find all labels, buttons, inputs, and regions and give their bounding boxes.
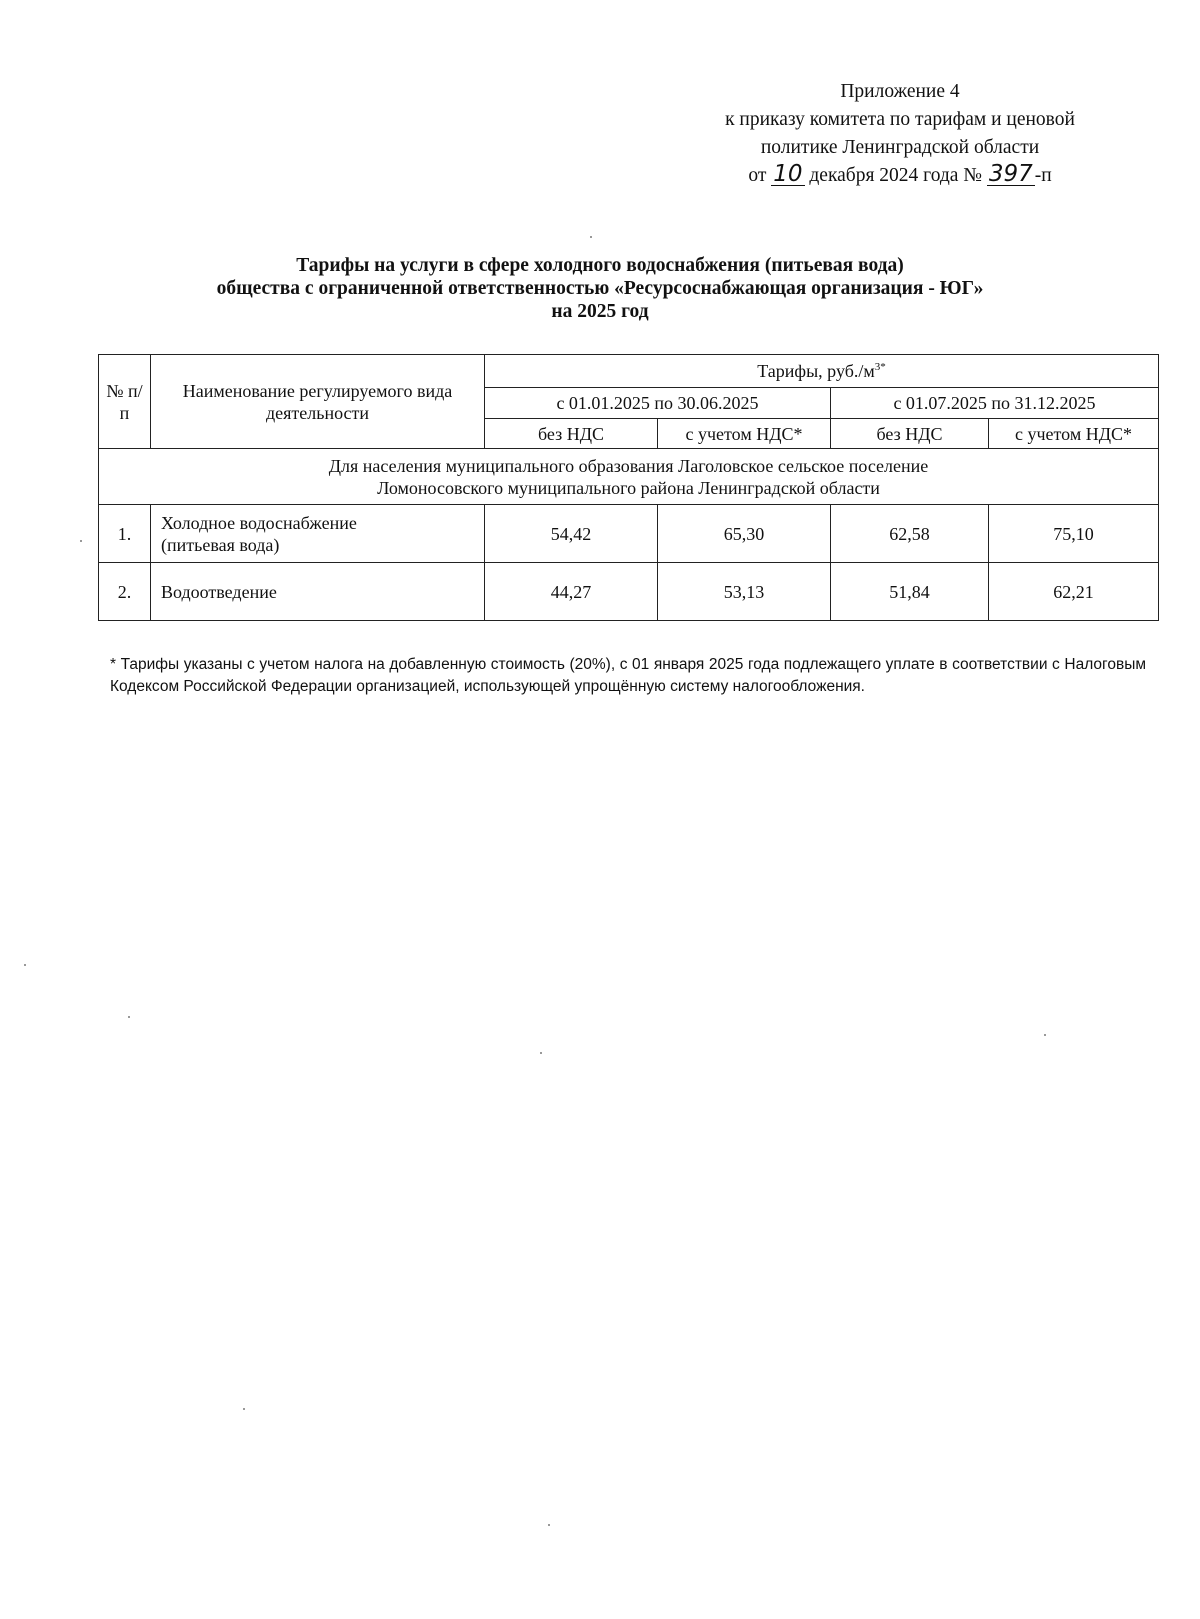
- order-suffix: -п: [1034, 165, 1052, 186]
- row-p1-no-vat: 54,42: [485, 505, 658, 563]
- row-name: [151, 563, 485, 621]
- row-name-line-2: (питьевая вода): [161, 534, 280, 555]
- row-name-line-1: Холодное водоснабжение: [161, 512, 357, 533]
- scan-speck: [548, 1524, 550, 1526]
- annex-line-2: к приказу комитета по тарифам и ценовой: [725, 109, 1075, 130]
- annex-header: [660, 78, 1140, 190]
- row-p2-no-vat: 51,84: [831, 563, 989, 621]
- row-p2-with-vat: 75,10: [989, 505, 1159, 563]
- tariff-table: [98, 354, 1159, 621]
- header-tariffs-sup: 3*: [874, 361, 886, 373]
- row-p2-with-vat: 62,21: [989, 563, 1159, 621]
- row-p1-with-vat: 53,13: [658, 563, 831, 621]
- section-row: [99, 449, 1159, 505]
- header-p2-no-vat: без НДС: [831, 419, 989, 449]
- document-title: [100, 254, 1100, 323]
- handwritten-day: 10: [773, 161, 803, 187]
- footnote: * Тарифы указаны с учетом налога на добавленную стоимость (20%), с 01 января 2025 года подлежащего уплате в соответствии с Налоговым Кодексом Российской Федерации организацией, использующей упрощённую систему налогообложения.: [110, 656, 1146, 695]
- scan-speck: [590, 236, 592, 238]
- scan-speck: [540, 1052, 542, 1054]
- header-period-2: с 01.07.2025 по 31.12.2025: [831, 388, 1159, 419]
- scan-speck: [128, 1016, 130, 1018]
- date-prefix: от: [748, 165, 767, 186]
- scan-speck: [243, 1408, 245, 1410]
- section-line-1: Для населения муниципального образования Лаголовское сельское поселение: [328, 455, 929, 476]
- section-line-2: Ломоносовского муниципального района Ленинградской области: [377, 477, 880, 498]
- row-num: 1.: [99, 505, 151, 563]
- table-row: [99, 505, 1159, 563]
- scan-speck: [80, 540, 82, 542]
- header-period-1: с 01.01.2025 по 30.06.2025: [485, 388, 831, 419]
- row-p1-with-vat: 65,30: [658, 505, 831, 563]
- header-activity-name: Наименование регулируемого вида деятельности: [151, 355, 485, 449]
- annex-line-1: Приложение 4: [840, 81, 960, 102]
- row-num: 2.: [99, 563, 151, 621]
- date-rest: декабря 2024 года №: [809, 165, 982, 186]
- header-p1-no-vat: без НДС: [485, 419, 658, 449]
- header-num: № п/п: [99, 355, 151, 449]
- table-row: [99, 563, 1159, 621]
- scan-speck: [24, 964, 26, 966]
- title-line-1: Тарифы на услуги в сфере холодного водоснабжения (питьевая вода): [296, 255, 904, 276]
- handwritten-order-number: 397: [988, 161, 1033, 187]
- title-line-2: общества с ограниченной ответственностью «Ресурсоснабжающая организация - ЮГ»: [216, 278, 984, 299]
- row-p1-no-vat: 44,27: [485, 563, 658, 621]
- scan-speck: [1044, 1034, 1046, 1036]
- header-tariffs: Тарифы, $руб./м^{3*}$: [485, 355, 1159, 388]
- annex-date-line: [660, 162, 1140, 190]
- header-p2-with-vat: с учетом НДС*: [989, 419, 1159, 449]
- row-name: [151, 505, 485, 563]
- row-name-line-1: Водоотведение: [161, 581, 277, 602]
- row-p2-no-vat: 62,58: [831, 505, 989, 563]
- title-line-3: на 2025 год: [551, 301, 649, 322]
- header-p1-with-vat: с учетом НДС*: [658, 419, 831, 449]
- annex-line-3: политике Ленинградской области: [760, 137, 1040, 158]
